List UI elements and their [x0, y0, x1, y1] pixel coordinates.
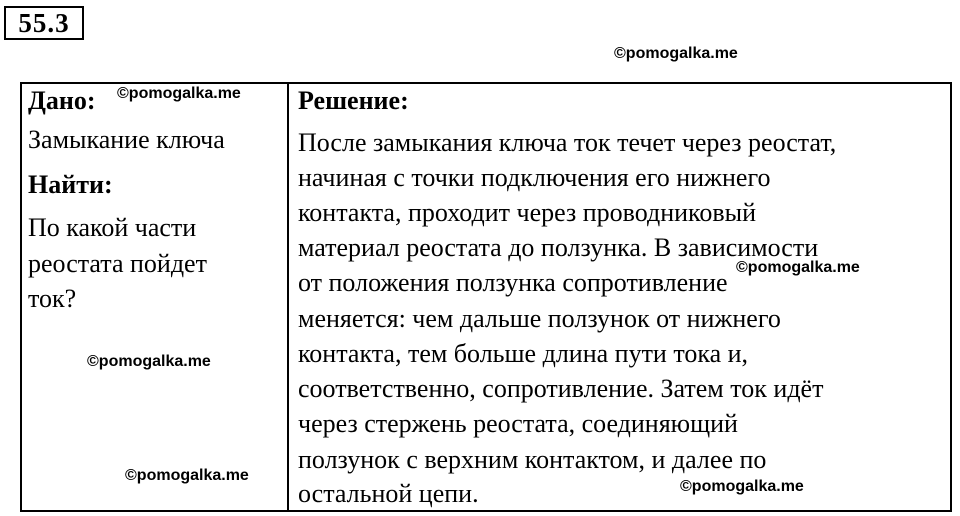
solution-line: через стержень реостата, соединяющий — [298, 409, 738, 438]
watermark-left-bottom: ©pomogalka.me — [125, 467, 249, 484]
find-heading: Найти: — [28, 170, 113, 199]
solution-line: меняется: чем дальше ползунок от нижнего — [298, 304, 781, 333]
watermark-right-bottom: ©pomogalka.me — [680, 478, 804, 495]
watermark-right-middle: ©pomogalka.me — [736, 259, 860, 276]
solution-line: материал реостата до ползунка. В зависимости — [298, 233, 819, 262]
given-value: Замыкание ключа — [28, 125, 225, 154]
solution-line: контакта, тем больше длина пути тока и, — [298, 339, 749, 368]
problem-number: 55.3 — [4, 6, 84, 40]
watermark-given: ©pomogalka.me — [117, 85, 241, 102]
solution-line: начиная с точки подключения его нижнего — [298, 163, 771, 192]
solution-line: После замыкания ключа ток течет через реостат, — [298, 128, 837, 157]
find-line: По какой части — [28, 213, 197, 242]
solution-line: ползунок с верхним контактом, и далее по — [298, 445, 767, 474]
solution-line: от положения ползунка сопротивление — [298, 268, 728, 297]
watermark-left-middle: ©pomogalka.me — [87, 353, 211, 370]
solution-line: остальной цепи. — [298, 479, 479, 508]
watermark-top: ©pomogalka.me — [614, 45, 738, 62]
solution-heading: Решение: — [298, 86, 409, 115]
find-line: ток? — [28, 284, 77, 313]
column-divider — [287, 82, 289, 512]
solution-line: контакта, проходит через проводниковый — [298, 198, 757, 227]
given-heading: Дано: — [28, 86, 96, 115]
solution-line: соответственно, сопротивление. Затем ток идёт — [298, 374, 824, 403]
find-line: реостата пойдет — [28, 249, 207, 278]
